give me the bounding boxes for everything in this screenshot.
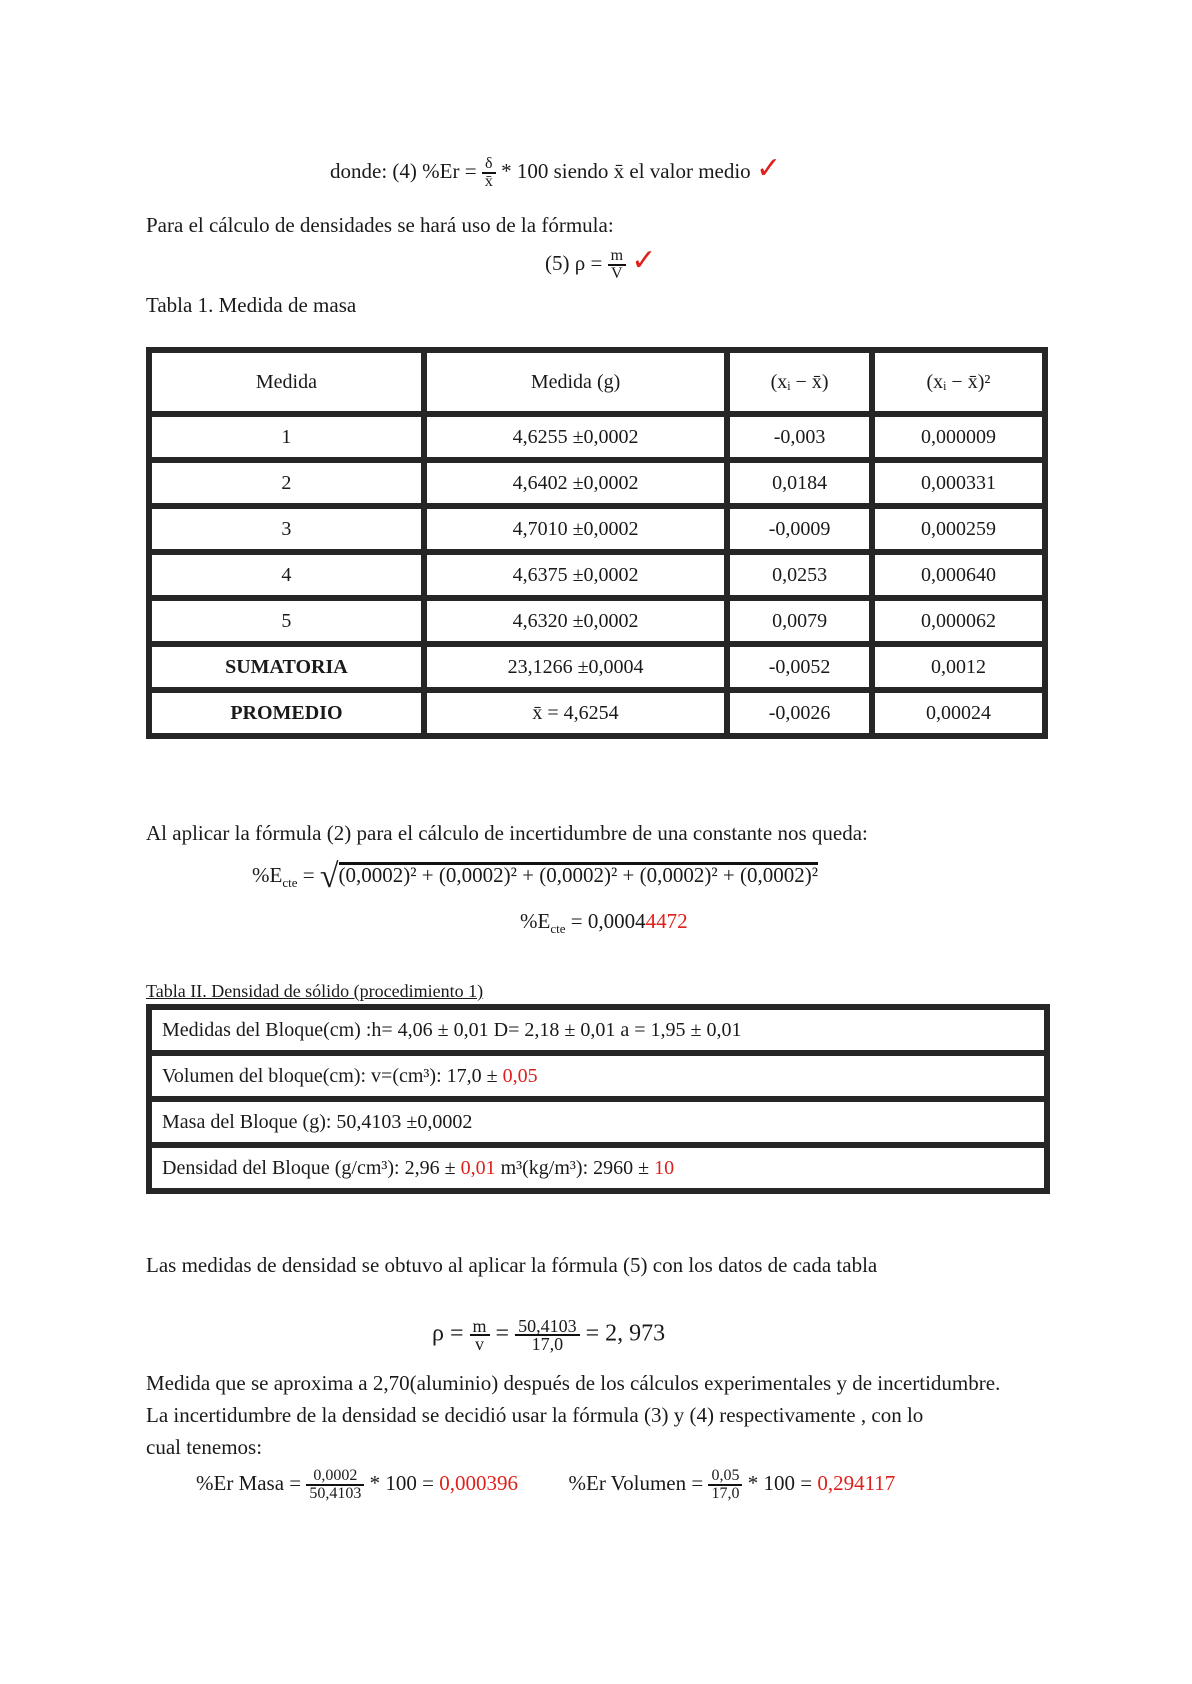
mass-table (146, 347, 1048, 739)
paragraph-obtain: Las medidas de densidad se obtuvo al aplicar la fórmula (5) con los datos de cada tabla (146, 1253, 878, 1277)
paragraph-result: Medida que se aproxima a 2,70(aluminio) después de los cálculos experimentales y de incertidumbre. La incertidumbre de la densidad se decidió usar la fórmula (3) y (4) respectivamente , con lo cual tenemos: (146, 1371, 1001, 1459)
formula-density-fraction: $\frac{m}{V}$ (608, 248, 626, 282)
formula-density: (5) ρ = $\frac{m}{V}$ ✓ (545, 243, 657, 283)
table-header-row (149, 350, 1045, 414)
checkmark-icon: ✓ (755, 151, 782, 186)
sqrt-icon: √ (319, 858, 339, 896)
table-row: Volumen del bloque(cm): v=(cm³): 17,0 ± 0,05 (149, 1053, 1047, 1099)
final-error-results: %Er Masa = $\frac{0,0002}{50,4103}$ * 100 = 0,000396 %Er Volumen = $\frac{0,05}{17,0}$ * 100 = 0,294117 (196, 1467, 896, 1502)
formula-error-fraction: $\frac{\delta}{x̄}$ (482, 156, 496, 190)
solid-density-table (146, 1004, 1050, 1194)
uncertainty-radicand: (0,0002)² + (0,0002)² + (0,0002)² + (0,0002)² + (0,0002)² (338, 863, 819, 887)
table-header-cell: Medida (g) (424, 350, 727, 414)
uncertainty-result: $\%E_{cte} = 0,00044472$ (520, 909, 688, 937)
table-header-cell: (xᵢ − x̄) (727, 350, 872, 414)
table-row: 3 4,7010 ±0,0002 -0,0009 0,000259 (149, 506, 1045, 552)
density-calculation: ρ = $\frac{m}{v}$ = $\frac{50,4103}{17,0}$ = 2, 973 (432, 1316, 666, 1354)
table-row: 2 4,6402 ±0,0002 0,0184 0,000331 (149, 460, 1045, 506)
formula-error-percent (330, 151, 782, 191)
error-volume-label: %Er Volumen = (568, 1470, 709, 1495)
table-sum-row: SUMATORIA 23,1266 ±0,0004 -0,0052 0,0012 (149, 644, 1045, 690)
table-header-cell: (xᵢ − x̄)² (872, 350, 1045, 414)
table1-title: Tabla 1. Medida de masa (146, 293, 357, 317)
table-row: Medidas del Bloque(cm) :h= 4,06 ± 0,01 D= 2,18 ± 0,01 a = 1,95 ± 0,01 (149, 1007, 1047, 1053)
paragraph-uncertainty: Al aplicar la fórmula (2) para el cálculo de incertidumbre de una constante nos queda: (146, 821, 868, 845)
formula-error-label: donde: (4) %Er = (330, 159, 482, 183)
uncertainty-result-correction: 4472 (645, 909, 688, 933)
error-mass-label: %Er Masa = (196, 1470, 307, 1495)
table-header-cell: Medida (149, 350, 424, 414)
paragraph-density-intro: Para el cálculo de densidades se hará uso de la fórmula: (146, 213, 614, 237)
table2-title: Tabla II. Densidad de sólido (procedimiento 1) (146, 981, 484, 1001)
table-row: Masa del Bloque (g): 50,4103 ±0,0002 (149, 1099, 1047, 1145)
uncertainty-formula: $\%E_{cte} = √(0,0002)^2 + (0,0002)^2 + (0,0002)^2 + (0,0002)^2 + (0,0002)^2$ (252, 858, 819, 896)
table-row: 5 4,6320 ±0,0002 0,0079 0,000062 (149, 598, 1045, 644)
error-volume-value: 0,294117 (817, 1470, 896, 1495)
table-row: 4 4,6375 ±0,0002 0,0253 0,000640 (149, 552, 1045, 598)
table-row: Densidad del Bloque (g/cm³): 2,96 ± 0,01 m³(kg/m³): 2960 ± 10 (149, 1145, 1047, 1191)
formula-error-tail: * 100 siendo x̄ el valor medio (501, 159, 751, 183)
error-mass-value: 0,000396 (439, 1470, 518, 1495)
checkmark-icon: ✓ (631, 243, 657, 278)
table-row: 1 4,6255 ±0,0002 -0,003 0,000009 (149, 414, 1045, 460)
table-average-row: PROMEDIO x̄ = 4,6254 -0,0026 0,00024 (149, 690, 1045, 736)
